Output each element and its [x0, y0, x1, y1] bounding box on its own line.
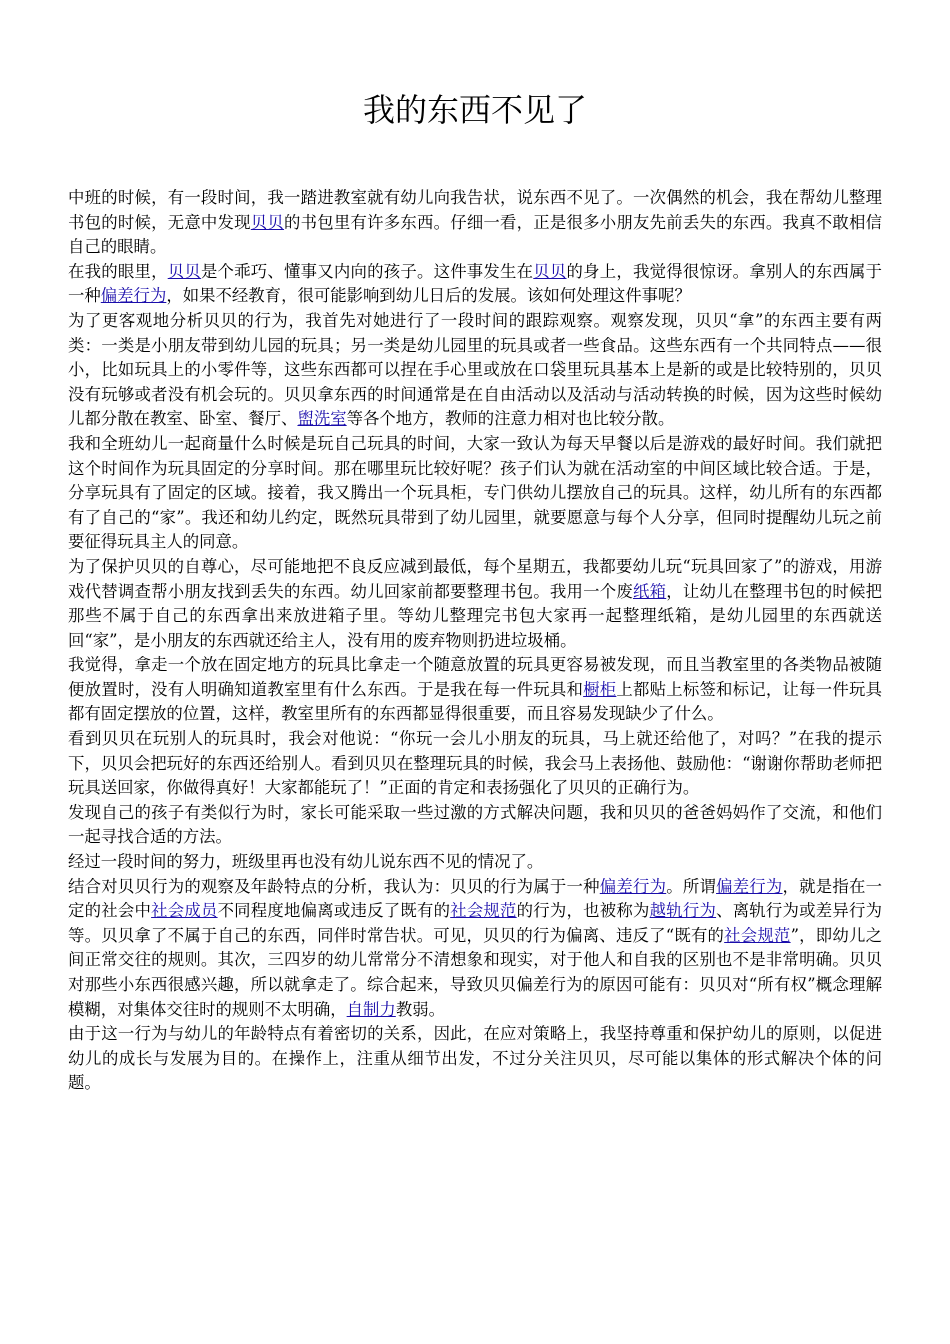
- paragraph: [68, 260, 882, 309]
- paragraph: [68, 555, 882, 653]
- paragraph-text: 教弱。: [395, 999, 445, 1019]
- paragraph: [68, 727, 882, 801]
- paragraph-text: 上都贴上标签和标记，让每一件玩具都有固定摆放的位置，这样，教室里所有的东西都显得很重要，而且容易发现缺少了什么。: [68, 679, 883, 724]
- paragraph-text: 我觉得，拿走一个放在固定地方的玩具比拿走一个随意放置的玩具更容易被发现，而且当教室里的各类物品被随便放置时，没有人明确知道教室里有什么东西。于是我在每一件玩具和: [68, 655, 882, 699]
- paragraph: [68, 801, 882, 850]
- paragraph-text: 的书包里有许多东西。仔细一看，正是很多小朋友先前丢失的东西。我真不敢相信自己的眼睛。: [68, 212, 883, 257]
- paragraph-text: 、离轨行为或差异行为等。贝贝拿了不属于自己的东西，同伴时常告状。可见，贝贝的行为偏离、违反了“既有的: [68, 901, 883, 945]
- hyperlink[interactable]: 自制力: [346, 999, 396, 1019]
- paragraph-text: 经过一段时间的努力，班级里再也没有幼儿说东西不见的情况了。: [68, 852, 544, 872]
- paragraph: [68, 186, 882, 260]
- paragraph-text: 我和全班幼儿一起商量什么时候是玩自己玩具的时间，大家一致认为每天早餐以后是游戏的最好时间。我们就把这个时间作为玩具固定的分享时间。那在哪里玩比较好呢？孩子们认为就在活动室的中间区域比较合适。于是，分享玩具有了固定的区域。接着，我又腾出一个玩具柜，专门供幼儿摆放自己的玩具。这样，幼儿所有的东西都有了自己的“家”。我还和幼儿约定，既然玩具带到了幼儿园里，就要愿意与每个人分享，但同时提醒幼儿玩之前要征得玩具主人的同意。: [68, 433, 882, 552]
- paragraph-text: 的身上，我觉得很惊讶。拿别人的东西属于一种: [68, 261, 883, 306]
- paragraph-text: 为了更客观地分析贝贝的行为，我首先对她进行了一段时间的跟踪观察。观察发现，贝贝“拿”的东西主要有两类：一类是小朋友带到幼儿园的玩具；另一类是幼儿园里的玩具或者一些食品。这些东西有一个共同特点——很小，比如玩具上的小零件等，这些东西都可以捏在手心里或放在口袋里玩具基本上是新的或是比较特别的，贝贝没有玩够或者没有机会玩的。贝贝拿东西的时间通常是在自由活动以及活动与活动转换的时候，因为这些时候幼儿都分散在教室、卧室、餐厅、: [68, 310, 882, 429]
- document-body: [68, 186, 882, 1096]
- paragraph-text: 发现自己的孩子有类似行为时，家长可能采取一些过激的方式解决问题，我和贝贝的爸爸妈妈作了交流，和他们一起寻找合适的方法。: [68, 802, 882, 847]
- paragraph-text: 看到贝贝在玩别人的玩具时，我会对他说：“你玩一会儿小朋友的玩具，马上就还给他了，对吗？”在我的提示下，贝贝会把玩好的东西还给别人。看到贝贝在整理玩具的时候，我会马上表扬他、鼓励他：“谢谢你帮助老师把玩具送回家，你做得真好！大家都能玩了！”正面的肯定和表扬强化了贝贝的正确行为。: [68, 729, 882, 798]
- hyperlink[interactable]: 纸箱: [632, 581, 667, 601]
- paragraph-text: ”，即幼儿之间正常交往的规则。其次，三四岁的幼儿常常分不清想象和现实，对于他人和自我的区别也不是非常明确。贝贝对那些小东西很感兴趣，所以就拿走了。综合起来，导致贝贝偏差行为的原因可能有：贝贝对“所有权”概念理解模糊，对集体交往时的规则不太明确，: [68, 925, 882, 1019]
- hyperlink[interactable]: 贝贝: [250, 212, 285, 232]
- paragraph-text: ，让幼儿在整理书包的时候把那些不属于自己的东西拿出来放进箱子里。等幼儿整理完书包大家再一起整理纸箱，是幼儿园里的东西就送回“家”，是小朋友的东西就还给主人，没有用的废弃物则扔进垃圾桶。: [68, 581, 883, 650]
- paragraph: [68, 875, 882, 1023]
- paragraph: [68, 309, 882, 432]
- paragraph: [68, 1022, 882, 1096]
- hyperlink[interactable]: 偏差行为: [100, 286, 167, 306]
- hyperlink[interactable]: 贝贝: [533, 261, 567, 281]
- hyperlink[interactable]: 偏差行为: [716, 876, 783, 896]
- hyperlink[interactable]: 社会规范: [450, 901, 517, 921]
- paragraph: [68, 850, 882, 875]
- paragraph-text: ，就是指在一定的社会中: [68, 876, 883, 921]
- paragraph: [68, 432, 882, 555]
- hyperlink[interactable]: 盥洗室: [297, 409, 347, 429]
- paragraph-text: 中班的时候，有一段时间，我一踏进教室就有幼儿向我告状，说东西不见了。一次偶然的机会，我在帮幼儿整理书包的时候，无意中发现: [68, 188, 882, 232]
- hyperlink[interactable]: 橱柜: [583, 679, 617, 699]
- hyperlink[interactable]: 社会规范: [724, 925, 791, 945]
- paragraph-text: 在我的眼里，: [68, 261, 168, 281]
- hyperlink[interactable]: 越轨行为: [649, 901, 717, 921]
- paragraph-text: 不同程度地偏离或违反了既有的: [217, 901, 451, 921]
- paragraph-text: 结合对贝贝行为的观察及年龄特点的分析，我认为：贝贝的行为属于一种: [68, 876, 600, 896]
- paragraph-text: 等各个地方，教师的注意力相对也比较分散。: [346, 409, 675, 429]
- paragraph: [68, 653, 882, 727]
- hyperlink[interactable]: 偏差行为: [599, 876, 667, 896]
- document-title: 我的东西不见了: [362, 91, 587, 129]
- paragraph-text: 。所谓: [666, 876, 717, 896]
- paragraph-text: 由于这一行为与幼儿的年龄特点有着密切的关系，因此，在应对策略上，我坚持尊重和保护幼儿的原则，以促进幼儿的成长与发展为目的。在操作上，注重从细节出发，不过分关注贝贝，尽可能以集体的形式解决个体的问题。: [68, 1024, 882, 1093]
- hyperlink[interactable]: 社会成员: [151, 901, 218, 921]
- paragraph-text: ，如果不经教育，很可能影响到幼儿日后的发展。该如何处理这件事呢？: [166, 286, 691, 306]
- paragraph-text: 是个乖巧、懂事又内向的孩子。这件事发生在: [200, 261, 534, 281]
- paragraph-text: 的行为，也被称为: [516, 901, 650, 921]
- paragraph-text: 为了保护贝贝的自尊心，尽可能地把不良反应减到最低，每个星期五，我都要幼儿玩“玩具回家了”的游戏，用游戏代替调查帮小朋友找到丢失的东西。幼儿回家前都要整理书包。我用一个废: [68, 556, 882, 601]
- hyperlink[interactable]: 贝贝: [167, 261, 201, 281]
